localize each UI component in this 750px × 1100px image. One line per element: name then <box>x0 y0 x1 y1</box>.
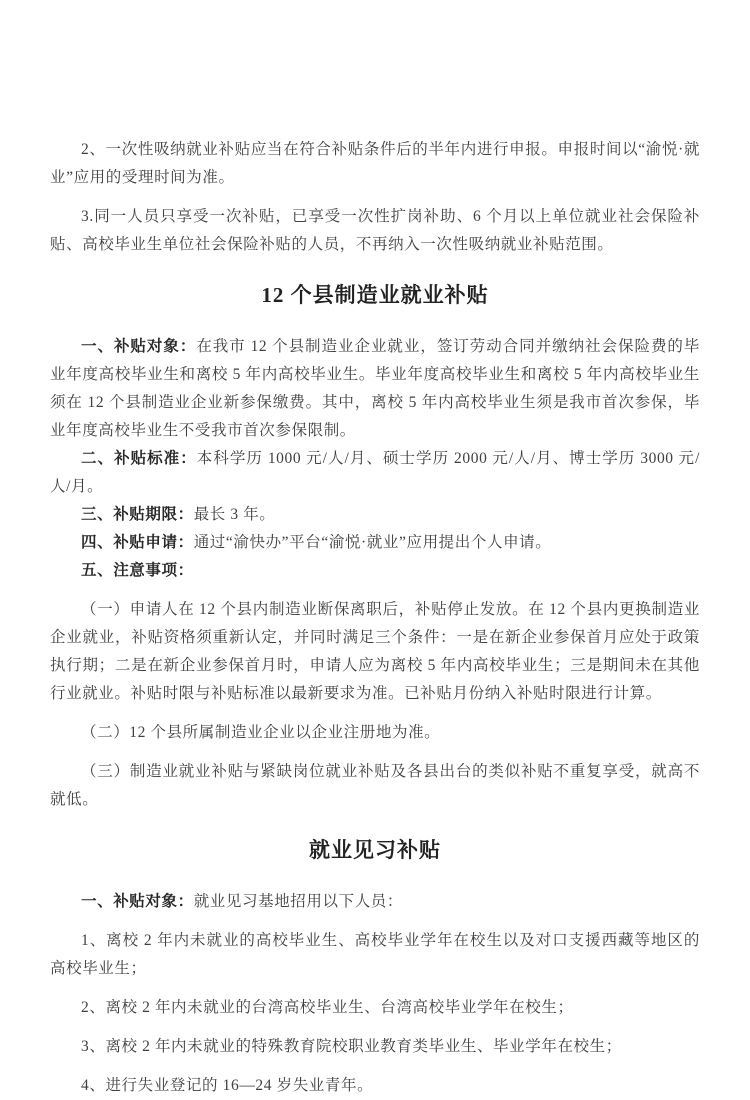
section-title-internship-subsidy: 就业见习补贴 <box>309 838 441 862</box>
internship-list-item-2: 2、离校 2 年内未就业的台湾高校毕业生、台湾高校毕业学年在校生； <box>81 999 574 1016</box>
manufacturing-item-target <box>50 333 700 445</box>
manufacturing-item-duration <box>50 501 700 529</box>
item-text: 本科学历 1000 元/人/月、硕士学历 2000 元/人/月、博士学历 3000 元/人/月。 <box>50 450 700 495</box>
manufacturing-note-3: （三）制造业就业补贴与紧缺岗位就业补贴及各县出台的类似补贴不重复享受，就高不就低。 <box>50 763 700 808</box>
item-label: 三、补贴期限： <box>81 506 194 523</box>
item-text: 通过“渝快办”平台“渝悦·就业”应用提出个人申请。 <box>193 534 552 551</box>
internship-item-target <box>50 888 700 916</box>
item-text: 最长 3 年。 <box>193 506 276 523</box>
item-text: 在我市 12 个县制造业企业就业，签订劳动合同并缴纳社会保险费的毕业年度高校毕业生和离校 5 年内高校毕业生。毕业年度高校毕业生和离校 5 年内高校毕业生须在 12 个县制造业企业新参保缴费。其中，离校 5 年内高校毕业生须是我市首次参保，毕业年度高校毕业生不受我市首次参保限制。 <box>50 338 701 439</box>
internship-list-item-4: 4、进行失业登记的 16—24 岁失业青年。 <box>81 1077 374 1094</box>
manufacturing-item-notice <box>50 557 700 585</box>
internship-list-item-3: 3、离校 2 年内未就业的特殊教育院校职业教育类毕业生、毕业学年在校生； <box>81 1038 622 1055</box>
manufacturing-item-application <box>50 529 700 557</box>
item-text: 就业见习基地招用以下人员： <box>193 893 404 910</box>
manufacturing-note-1: （一）申请人在 12 个县内制造业断保离职后，补贴停止发放。在 12 个县内更换制造业企业就业，补贴资格须重新认定，并同时满足三个条件：一是在新企业参保首月应处于政策执行期；二是在新企业参保首月时，申请人应为离校 5 年内高校毕业生；三是期间未在其他行业就业。补贴时限与补贴标准以最新要求为准。已补贴月份纳入补贴时限进行计算。 <box>50 601 700 702</box>
item-label: 一、补贴对象： <box>81 893 194 910</box>
section-title-manufacturing-subsidy: 12 个县制造业就业补贴 <box>261 283 489 307</box>
intro-paragraph-3: 3.同一人员只享受一次补贴，已享受一次性扩岗补助、6 个月以上单位就业社会保险补贴、高校毕业生单位社会保险补贴的人员，不再纳入一次性吸纳就业补贴范围。 <box>50 208 700 253</box>
item-label: 五、注意事项： <box>81 562 194 579</box>
item-label: 四、补贴申请： <box>81 534 194 551</box>
internship-list-item-1: 1、离校 2 年内未就业的高校毕业生、高校毕业学年在校生以及对口支援西藏等地区的高校毕业生； <box>50 932 700 977</box>
item-label: 二、补贴标准： <box>81 450 197 467</box>
manufacturing-note-2: （二）12 个县所属制造业企业以企业注册地为准。 <box>81 724 441 741</box>
intro-paragraph-2: 2、一次性吸纳就业补贴应当在符合补贴条件后的半年内进行申报。申报时间以“渝悦·就业”应用的受理时间为准。 <box>50 141 700 186</box>
item-label: 一、补贴对象： <box>81 338 197 355</box>
manufacturing-item-standard <box>50 445 700 501</box>
